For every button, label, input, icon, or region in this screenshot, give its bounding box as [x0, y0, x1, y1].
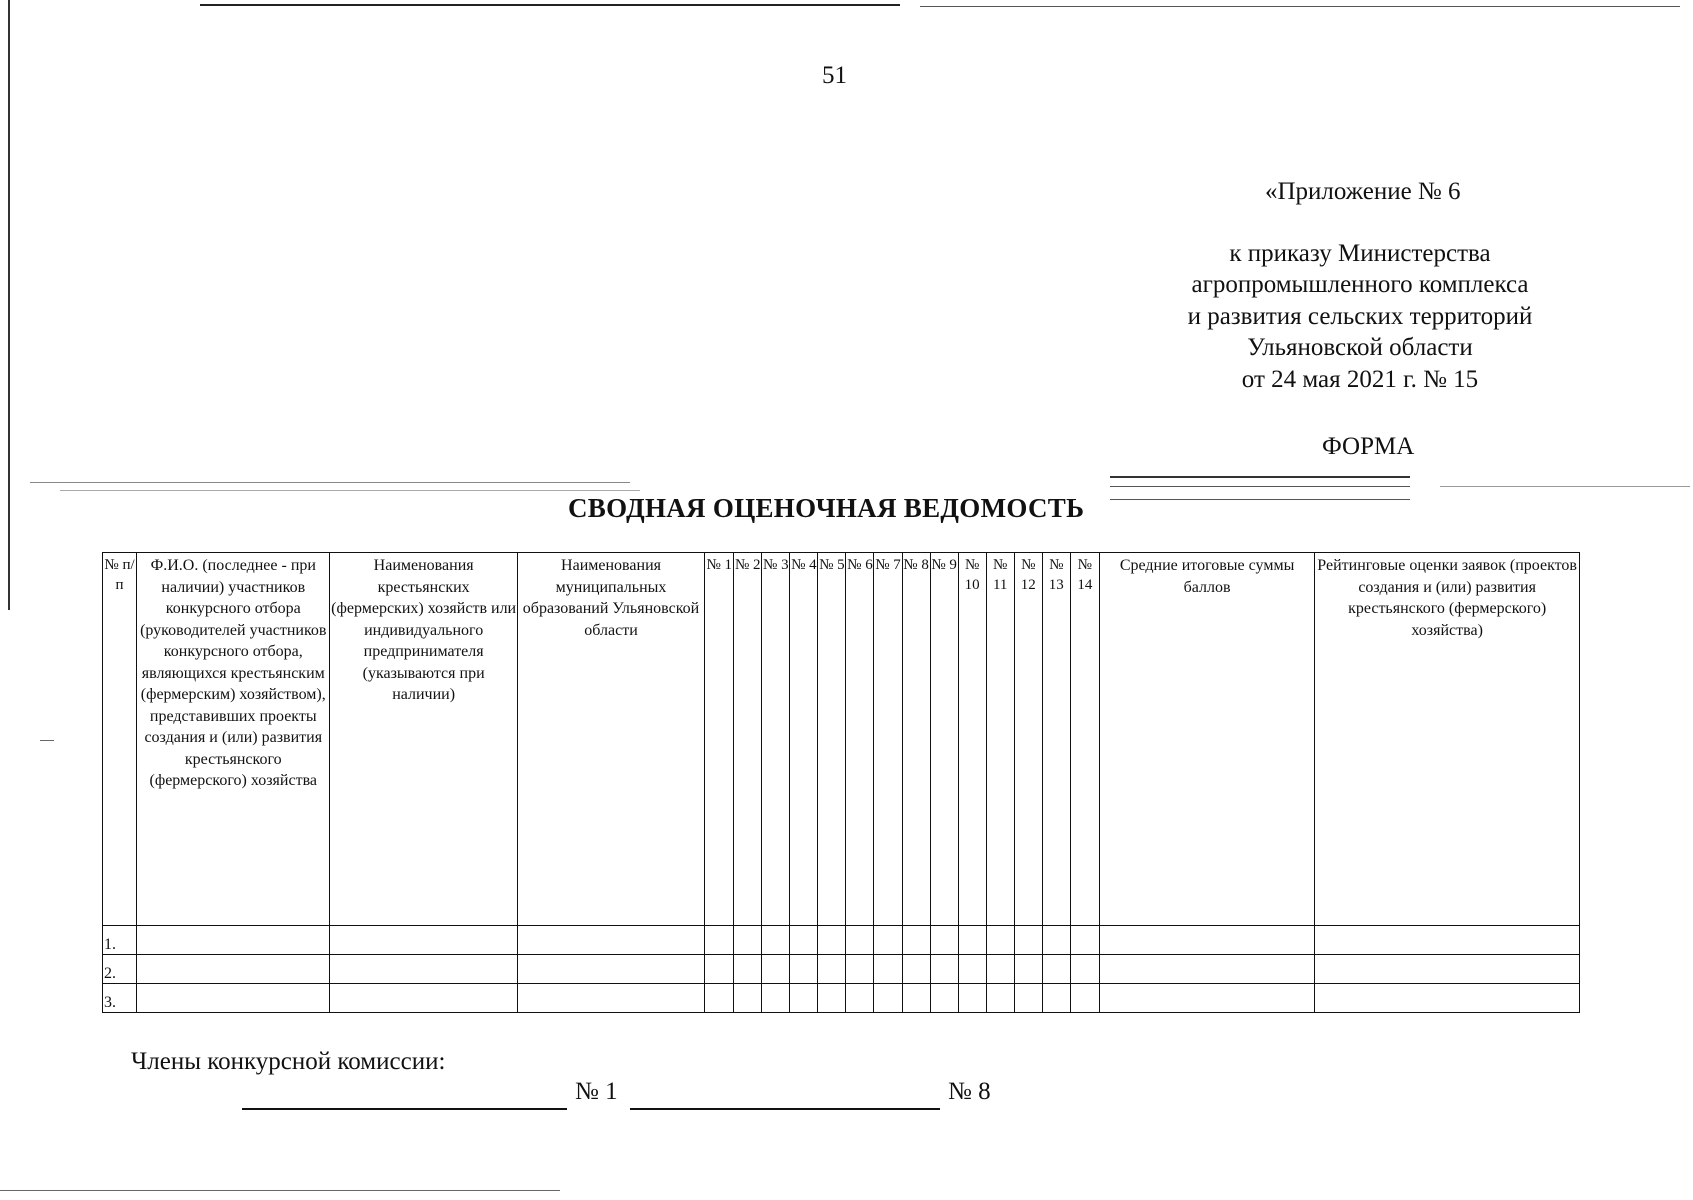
- col-header-criterion-7: № 7: [874, 553, 902, 926]
- col-header-farm: Наименования крестьянских (фермерских) хозяйств или индивидуального предпринимателя (указываются при наличии): [330, 553, 517, 926]
- appendix-line: от 24 мая 2021 г. № 15: [1241, 365, 1479, 393]
- table-cell: [958, 984, 986, 1013]
- table-cell: [874, 926, 902, 955]
- table-cell: [762, 955, 790, 984]
- table-cell: [1042, 984, 1070, 1013]
- appendix-line: к приказу Министерства: [1229, 239, 1491, 267]
- signature-label-8: № 8: [948, 1078, 991, 1105]
- table-cell: [790, 984, 818, 1013]
- table-cell: [705, 926, 734, 955]
- table-cell: [930, 955, 958, 984]
- table-cell: [330, 984, 517, 1013]
- table-row: [103, 926, 1580, 955]
- scan-dash-right-3: [1110, 499, 1410, 500]
- table-row: [103, 984, 1580, 1013]
- page-number: 51: [822, 62, 847, 89]
- table-cell: [1070, 955, 1099, 984]
- scan-edge-left: [8, 0, 10, 610]
- scan-mark-left: [40, 740, 54, 741]
- scan-edge-top-right: [920, 6, 1680, 7]
- appendix-line: и развития сельских территорий: [1187, 302, 1533, 330]
- table-cell: [1042, 955, 1070, 984]
- table-cell: [330, 926, 517, 955]
- appendix-line: Ульяновской области: [1247, 334, 1473, 361]
- col-header-municipality: Наименования муниципальных образований Ульяновской области: [517, 553, 704, 926]
- col-header-criterion-11: № 11: [986, 553, 1014, 926]
- appendix-block: [1150, 176, 1570, 395]
- table-cell: [762, 984, 790, 1013]
- scan-dash-far-right: [1440, 486, 1690, 487]
- scan-edge-top: [200, 4, 900, 6]
- appendix-line: агропромышленного комплекса: [1191, 271, 1529, 298]
- table-cell: [958, 955, 986, 984]
- row-number: 3.: [103, 984, 137, 1013]
- col-header-num: № п/п: [103, 553, 137, 926]
- table-cell: [734, 926, 762, 955]
- scan-dash-left: [30, 482, 630, 483]
- col-header-criterion-13: № 13: [1042, 553, 1070, 926]
- col-header-criterion-10: № 10: [958, 553, 986, 926]
- col-header-criterion-6: № 6: [846, 553, 874, 926]
- table-cell: [846, 984, 874, 1013]
- table-cell: [1099, 926, 1314, 955]
- table-cell: [930, 926, 958, 955]
- table-cell: [986, 984, 1014, 1013]
- table-cell: [1099, 984, 1314, 1013]
- scan-dash-left-2: [60, 490, 640, 491]
- table-cell: [1315, 926, 1580, 955]
- table-cell: [1070, 926, 1099, 955]
- table-cell: [790, 955, 818, 984]
- row-number: 1.: [103, 926, 137, 955]
- table-header-row: [103, 553, 1580, 926]
- table-cell: [705, 984, 734, 1013]
- signature-label-1: № 1: [575, 1078, 618, 1105]
- table-cell: [790, 926, 818, 955]
- table-cell: [137, 955, 330, 984]
- col-header-average: Средние итоговые суммы баллов: [1099, 553, 1314, 926]
- scan-dash-right-2: [1110, 486, 1410, 487]
- signature-line-8: [630, 1108, 940, 1110]
- table-cell: [986, 955, 1014, 984]
- table-cell: [986, 926, 1014, 955]
- table-row: [103, 955, 1580, 984]
- table-cell: [846, 955, 874, 984]
- table-cell: [1099, 955, 1314, 984]
- table-cell: [958, 926, 986, 955]
- col-header-criterion-4: № 4: [790, 553, 818, 926]
- scan-dash-right: [1110, 476, 1410, 478]
- document-title: СВОДНАЯ ОЦЕНОЧНАЯ ВЕДОМОСТЬ: [568, 493, 1085, 523]
- table-cell: [818, 926, 846, 955]
- table-cell: [137, 926, 330, 955]
- table-cell: [137, 984, 330, 1013]
- col-header-criterion-1: № 1: [705, 553, 734, 926]
- table-cell: [902, 955, 930, 984]
- table-cell: [874, 984, 902, 1013]
- table-cell: [902, 984, 930, 1013]
- col-header-criterion-5: № 5: [818, 553, 846, 926]
- table-cell: [818, 955, 846, 984]
- table-cell: [330, 955, 517, 984]
- table-cell: [1042, 926, 1070, 955]
- table-cell: [734, 955, 762, 984]
- col-header-criterion-3: № 3: [762, 553, 790, 926]
- col-header-criterion-12: № 12: [1014, 553, 1042, 926]
- table-cell: [818, 984, 846, 1013]
- col-header-criterion-8: № 8: [902, 553, 930, 926]
- table-cell: [1315, 984, 1580, 1013]
- table-cell: [930, 984, 958, 1013]
- table-cell: [762, 926, 790, 955]
- table-cell: [734, 984, 762, 1013]
- table-cell: [846, 926, 874, 955]
- col-header-criterion-2: № 2: [734, 553, 762, 926]
- appendix-title: «Приложение № 6: [1265, 178, 1461, 205]
- signature-line-1: [242, 1108, 567, 1110]
- scan-edge-bottom: [0, 1190, 560, 1191]
- evaluation-table: [102, 552, 1580, 1013]
- table-cell: [705, 955, 734, 984]
- table-cell: [1070, 984, 1099, 1013]
- table-cell: [1315, 955, 1580, 984]
- col-header-rating: Рейтинговые оценки заявок (проектов создания и (или) развития крестьянского (фермерского) хозяйства): [1315, 553, 1580, 926]
- col-header-criterion-14: № 14: [1070, 553, 1099, 926]
- table-cell: [1014, 955, 1042, 984]
- commission-label: Члены конкурсной комиссии:: [131, 1048, 446, 1075]
- table-cell: [517, 984, 704, 1013]
- form-label: ФОРМА: [1322, 433, 1415, 460]
- table-cell: [517, 955, 704, 984]
- table-cell: [1014, 984, 1042, 1013]
- col-header-name: Ф.И.О. (последнее - при наличии) участников конкурсного отбора (руководителей участников конкурсного отбора, являющихся крестьянским (фермерским) хозяйством), представивших проекты создания и (или) развития крестьянского (фермерского) хозяйства: [137, 553, 330, 926]
- table-cell: [1014, 926, 1042, 955]
- col-header-criterion-9: № 9: [930, 553, 958, 926]
- table-cell: [902, 926, 930, 955]
- row-number: 2.: [103, 955, 137, 984]
- table-cell: [874, 955, 902, 984]
- table-cell: [517, 926, 704, 955]
